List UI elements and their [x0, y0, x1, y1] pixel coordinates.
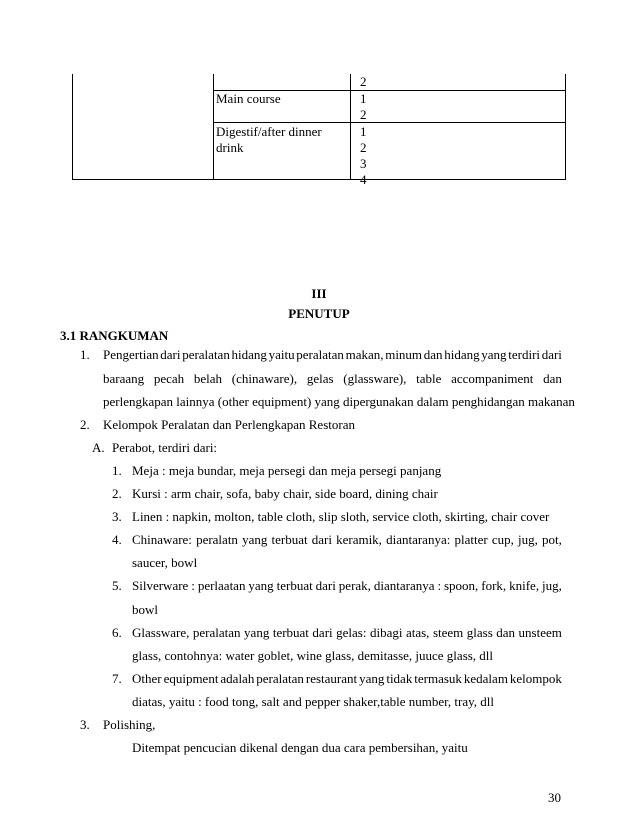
word: unsteem — [518, 625, 562, 640]
word: terbuat — [271, 532, 308, 547]
number: 2 — [360, 140, 367, 155]
word: kedalam — [463, 671, 508, 686]
word: yang — [481, 347, 507, 362]
table-border-bottom — [72, 179, 566, 180]
list-item-text: Polishing, — [103, 717, 156, 732]
word: peralatan — [192, 625, 241, 640]
word: minum — [385, 347, 423, 362]
table-cell-course: Main course — [216, 91, 281, 106]
word: dibagi — [369, 625, 403, 640]
word: makan, — [345, 347, 384, 362]
word: baraang — [103, 371, 145, 386]
table-cell-numbers — [360, 124, 367, 188]
word: peralatan — [182, 347, 230, 362]
list-item-number: 1. — [80, 347, 90, 362]
number: 2 — [360, 107, 367, 122]
word: tidak — [386, 671, 413, 686]
section-heading: 3.1 RANGKUMAN — [60, 328, 169, 343]
word: dari — [311, 532, 332, 547]
sublist-text-line — [132, 671, 562, 687]
word: table — [416, 371, 442, 386]
word: Pengertian — [103, 347, 159, 362]
word: restaurant — [305, 671, 358, 686]
word: platter — [454, 532, 488, 547]
table-border-left — [72, 74, 73, 180]
sublist-text-line: saucer, bowl — [132, 555, 198, 570]
sublist-letter: A. — [92, 440, 105, 455]
sublist-number: 4. — [112, 532, 122, 547]
word: diantaranya — [373, 578, 435, 593]
word: fork, — [481, 578, 507, 593]
sublist-text-line — [132, 625, 562, 641]
sublist-text-line — [132, 578, 562, 594]
word: Other — [132, 671, 162, 686]
sublist-number: 1. — [112, 463, 122, 478]
table-cell-numbers — [360, 74, 367, 90]
word: adalah — [220, 671, 255, 686]
list-item-number: 3. — [80, 717, 90, 732]
word: yang — [244, 625, 270, 640]
restaurant-course-table — [72, 74, 566, 187]
page-number: 30 — [548, 790, 561, 805]
sublist-number: 2. — [112, 486, 122, 501]
word: dan — [423, 347, 443, 362]
word: pot, — [542, 532, 562, 547]
word: gelas — [306, 371, 334, 386]
table-row-divider — [213, 122, 566, 123]
word: cup, — [491, 532, 514, 547]
word: peralatan — [256, 671, 304, 686]
number: 3 — [360, 156, 367, 171]
word: Glassware, — [132, 625, 190, 640]
number: 2 — [360, 74, 367, 89]
table-cell-course — [216, 124, 322, 156]
sublist-text: Perabot, terdiri dari: — [112, 440, 218, 455]
sublist-text-line: diatas, yaitu : food tong, salt and pepper shaker,table number, tray, dll — [132, 694, 495, 709]
word: perak, — [338, 578, 371, 593]
word: Silverware — [132, 578, 189, 593]
sublist-text-line: bowl — [132, 602, 158, 617]
table-cell-numbers — [360, 91, 367, 123]
word: hidang — [231, 347, 267, 362]
word: gelas: — [336, 625, 367, 640]
number: 1 — [360, 124, 367, 139]
sublist-number: 3. — [112, 509, 122, 524]
word: kelompok — [509, 671, 562, 686]
word: dari — [312, 625, 333, 640]
list-item-subtext: Ditempat pencucian dikenal dengan dua cara pembersihan, yaitu — [132, 740, 468, 755]
word: atas, — [405, 625, 430, 640]
word: steem — [432, 625, 464, 640]
sublist-text: Linen : napkin, molton, table cloth, slip sloth, service cloth, skirting, chair cover — [132, 509, 550, 524]
word: pecah — [153, 371, 185, 386]
sublist-text: Kursi : arm chair, sofa, baby chair, side board, dining chair — [132, 486, 438, 501]
course-label-line: Digestif/after dinner — [216, 124, 322, 139]
word: peralatan — [296, 347, 344, 362]
list-item-text: Kelompok Peralatan dan Perlengkapan Restoran — [103, 417, 355, 432]
number: 1 — [360, 91, 367, 106]
word: Chinaware: — [132, 532, 192, 547]
word: yaitu — [268, 347, 295, 362]
word: perlaatan — [197, 578, 246, 593]
word: (glassware), — [343, 371, 407, 386]
word: dan — [496, 625, 516, 640]
word: diantaranya: — [386, 532, 451, 547]
word: dari — [315, 578, 336, 593]
list-item-text-line — [103, 347, 562, 363]
list-item-text-line: perlengkapan lainnya (other equipment) yang dipergunakan dalam penghidangan makanan — [103, 394, 575, 409]
sublist-number: 7. — [112, 671, 122, 686]
word: keramik, — [336, 532, 382, 547]
word: spoon, — [444, 578, 479, 593]
word: (chinaware), — [231, 371, 298, 386]
number: 4 — [360, 172, 367, 187]
word: jug, — [518, 532, 538, 547]
list-item-number: 2. — [80, 417, 90, 432]
word: hidang — [444, 347, 480, 362]
chapter-title: PENUTUP — [288, 306, 350, 321]
word: belah — [193, 371, 223, 386]
word: yang — [242, 532, 268, 547]
word: dari — [541, 347, 562, 362]
sublist-text-line — [132, 532, 562, 548]
word: dan — [543, 371, 562, 386]
word: termasuk — [414, 671, 462, 686]
list-item-text-line — [103, 371, 562, 387]
word: terbuat — [276, 578, 313, 593]
word: peralatn — [196, 532, 238, 547]
sublist-number: 5. — [112, 578, 122, 593]
chapter-number: III — [311, 286, 327, 301]
word: terdiri — [508, 347, 541, 362]
word: : — [191, 578, 195, 593]
word: yang — [248, 578, 274, 593]
word: knife, — [509, 578, 540, 593]
word: yang — [359, 671, 385, 686]
word: dari — [160, 347, 181, 362]
sublist-text: Meja : meja bundar, meja persegi dan meja persegi panjang — [132, 463, 442, 478]
word: : — [437, 578, 442, 593]
sublist-text-line: glass, contohnya: water goblet, wine glass, demitasse, juuce glass, dll — [132, 648, 494, 663]
word: accompaniment — [451, 371, 534, 386]
word: glass — [466, 625, 493, 640]
sublist-number: 6. — [112, 625, 122, 640]
word: equipment — [163, 671, 219, 686]
word: terbuat — [272, 625, 309, 640]
word: jug, — [542, 578, 562, 593]
course-label-line: drink — [216, 140, 244, 155]
